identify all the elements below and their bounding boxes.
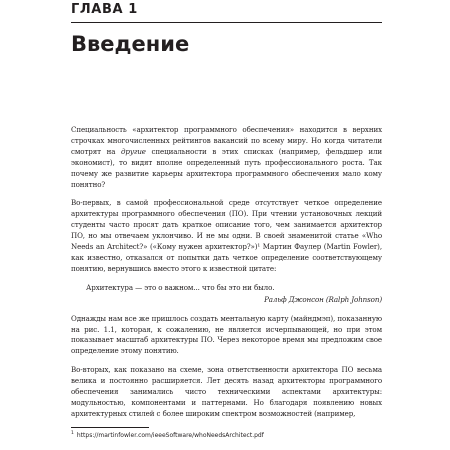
paragraph-1 (71, 125, 382, 190)
paragraph-4: Во-вторых, как показано на схеме, зона ответственности архитектора ПО весьма велика и постоянно расширяется. Лет десять назад архитекторы программного обеспечения занимались чисто техническими аспектами архитектуры: модульностью, компонентами и паттернами. Но благодаря появлению новых архитектурных стилей с более широким спектром возможностей (например, (71, 365, 382, 418)
paragraph-1-emphasis: другие (121, 146, 146, 156)
chapter-title: Введение (71, 32, 190, 56)
paragraph-2: Во-первых, в самой профессиональной среде отсутствует четкое определение архитектуры программного обеспечения (ПО). При чтении установочных лекций студенты часто просят дать краткое описание того, чем занимается архитектор ПО, но мы отвечаем уклончиво. И не мы одни. В своей знаменитой статье «Who Needs an Architect?» («Кому нужен архитектор?»)¹ Мартин Фаулер (Martin Fowler), как известно, отказался от попытки дать четкое определение соответствующему понятию, вернувшись вместо этого к известной цитате: (71, 198, 382, 273)
footnote-rule (71, 427, 149, 428)
footnote (71, 431, 382, 439)
paragraph-1-end: специальности в этих списках (например, фельдшер или экономист), то видят вполне определенный путь профессионального роста. Так почему же развитие карьеры архитектора программного обеспечения мало кому понятно? (71, 146, 382, 189)
chapter-label: ГЛАВА 1 (71, 2, 138, 17)
paragraph-1-start: Специальность «архитектор программного обеспечения» находится в верхних строчках многочисленных рейтингов вакансий по всему миру. Но когда читатели смотрят на (71, 125, 382, 156)
chapter-rule (71, 22, 382, 23)
footnote-marker: 1 (71, 431, 74, 436)
paragraph-3: Однажды нам все же пришлось создать ментальную карту (майндмэп), показанную на рис. 1.1, которая, к сожалению, не является исчерпывающей, но при этом показывает масштаб архитектуры ПО. Через некоторое время мы предложим свое определение этому понятию. (71, 313, 382, 356)
body-text (71, 125, 382, 428)
quote-author: Ральф Джонсон (Ralph Johnson) (264, 294, 382, 304)
quote-block (71, 283, 382, 306)
footnote-link[interactable]: https://martinfowler.com/ieeeSoftware/whoNeedsArchitect.pdf (76, 432, 264, 439)
quote-text: Архитектура — это о важном... что бы это ни было. (86, 282, 275, 292)
